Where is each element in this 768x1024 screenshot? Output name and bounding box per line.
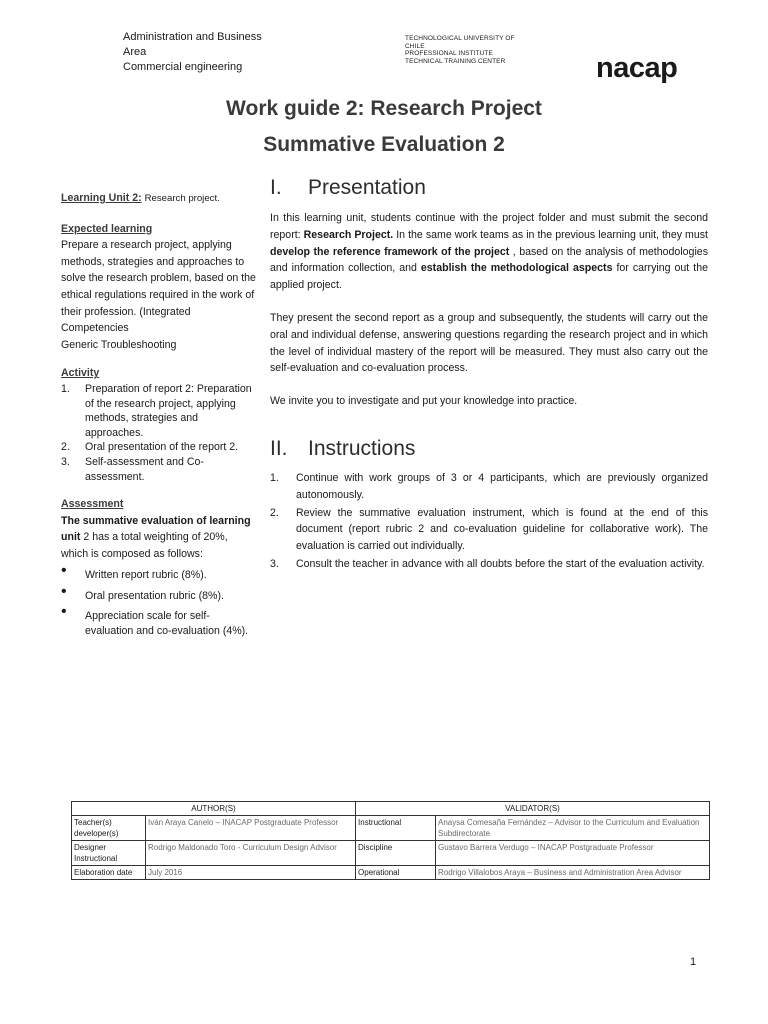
presentation-paragraph: In this learning unit, students continue with the project folder and must submit the second report: Research Project. In the same work teams as in the previous learning unit, they must develop the reference framework of the project , based on the analysis of methodologies and information collection, and establish the methodological aspects for carrying out the applied project. <box>270 212 708 292</box>
department-line: Area <box>123 46 147 58</box>
list-item: 2. Oral presentation of the report 2. <box>61 441 239 454</box>
table-row: Designer Instructional Rodrigo Maldonado Toro - Curriculum Design Advisor Discipline Gustavo Barrera Verdugo – INACAP Postgraduate Professor <box>72 841 710 866</box>
table-row: Elaboration date July 2016 Operational Rodrigo Villalobos Araya – Business and Administration Area Advisor <box>72 866 710 880</box>
instructions-list <box>270 470 708 574</box>
authors-header: AUTHOR(S) <box>72 802 356 816</box>
table-row: Teacher(s) developer(s) Iván Araya Canelo – INACAP Postgraduate Professor Instructional Anaysa Comesaña Fernández – Advisor to the Curriculum and Evaluation Subdirectorate <box>72 816 710 841</box>
activity-list <box>61 382 256 484</box>
learning-unit <box>61 190 256 208</box>
list-item: 1. Preparation of report 2: Preparation of the research project, applying methods, strategies and approaches. <box>61 382 252 439</box>
page-title: Work guide 2: Research Project <box>226 97 542 120</box>
learning-unit-label: Learning Unit 2: <box>61 192 142 204</box>
institution-line: PROFESSIONAL INSTITUTE <box>405 50 493 58</box>
assessment-heading: Assessment <box>61 498 124 511</box>
sidebar <box>61 190 256 638</box>
list-item: 2. Review the summative evaluation instrument, which is found at the end of this document (report rubric 2 and co-evaluation guideline for collaborative work). The evaluation is carried out individually. <box>270 506 708 553</box>
list-item: 3. Self-assessment and Co-assessment. <box>61 455 204 483</box>
instructions-heading: II. Instructions <box>270 437 416 460</box>
institution-header <box>405 35 515 65</box>
presentation-paragraph: We invite you to investigate and put your knowledge into practice. <box>270 395 578 408</box>
institution-line: TECHNICAL TRAINING CENTER <box>405 57 506 65</box>
list-item: • Written report rubric (8%). <box>61 562 207 582</box>
expected-learning-text: Prepare a research project, applying methods, strategies and approaches to solve the research problem, based on the ethical regulations required in the work of their profession. (Integrated Competencies <box>61 239 256 335</box>
validators-header: VALIDATOR(S) <box>356 802 710 816</box>
list-item: • Appreciation scale for self-evaluation and co-evaluation (4%). <box>61 603 249 637</box>
activity-heading: Activity <box>61 367 100 380</box>
page-subtitle: Summative Evaluation 2 <box>263 133 505 156</box>
department-header <box>123 30 262 75</box>
presentation-paragraph: They present the second report as a group and subsequently, the students will carry out the oral and individual defense, answering questions regarding the research project and in which the level of individual mastery of the report will be measured. They must also carry out the self-evaluation and co-evaluation process. <box>270 311 708 375</box>
credits-table <box>71 801 710 880</box>
department-line: Commercial engineering <box>123 61 243 73</box>
presentation-heading: I. Presentation <box>270 176 426 199</box>
institution-line: CHILE <box>405 42 425 50</box>
expected-learning-extra: Generic Troubleshooting <box>61 338 177 351</box>
table-header-row <box>72 802 710 816</box>
institution-line: TECHNOLOGICAL UNIVERSITY OF <box>405 35 515 42</box>
list-item: 3. Consult the teacher in advance with all doubts before the start of the evaluation activity. <box>270 557 705 570</box>
nacap-logo: nacap <box>596 52 678 84</box>
assessment-text: The summative evaluation of learning unit 2 has a total weighting of 20%, which is composed as follows: <box>61 514 251 560</box>
list-item: • Oral presentation rubric (8%). <box>61 582 224 602</box>
department-line: Administration and Business <box>123 31 262 43</box>
list-item: 1. Continue with work groups of 3 or 4 participants, which are previously organized autonomously. <box>270 472 708 501</box>
presentation-body <box>270 210 708 426</box>
page-number: 1 <box>690 956 697 968</box>
expected-learning-heading: Expected learning <box>61 222 153 235</box>
learning-unit-value: Research project. <box>144 193 220 204</box>
